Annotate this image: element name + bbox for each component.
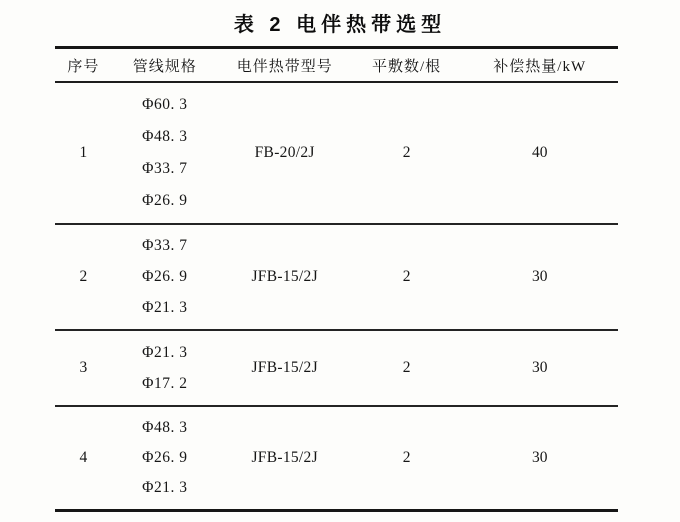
table-row <box>55 225 618 331</box>
heat-tracing-selection-table <box>55 46 618 512</box>
cell-specs <box>112 331 218 405</box>
cell-no: 4 <box>79 449 88 466</box>
cell-count: 2 <box>402 144 411 161</box>
spec-line: Φ21. 3 <box>142 343 188 361</box>
cell-count: 2 <box>402 359 411 376</box>
spec-line: Φ60. 3 <box>142 96 188 113</box>
column-header-model: 电伴热带型号 <box>236 58 333 75</box>
table-header-row <box>55 49 618 83</box>
spec-line: Φ17. 2 <box>142 374 188 392</box>
column-header-heat: 补偿热量/kW <box>493 58 587 75</box>
cell-count: 2 <box>402 449 411 466</box>
spec-line: Φ48. 3 <box>142 419 188 436</box>
cell-specs <box>112 83 218 223</box>
cell-specs <box>112 407 218 509</box>
column-header-spec: 管线规格 <box>132 58 197 75</box>
cell-count: 2 <box>402 268 411 285</box>
spec-line: Φ21. 3 <box>142 479 188 496</box>
spec-line: Φ21. 3 <box>142 298 188 316</box>
spec-line: Φ26. 9 <box>142 449 188 466</box>
table-row <box>55 83 618 225</box>
table-row <box>55 331 618 407</box>
cell-heat: 40 <box>531 144 548 161</box>
cell-no: 3 <box>79 359 88 376</box>
table-title: 表 2 电伴热带选型 <box>233 14 447 36</box>
column-header-count: 平敷数/根 <box>371 58 442 75</box>
cell-model: JFB-15/2J <box>251 449 318 466</box>
table-row <box>55 407 618 509</box>
spec-line: Φ26. 9 <box>142 267 188 285</box>
cell-heat: 30 <box>531 449 548 466</box>
spec-line: Φ33. 7 <box>142 160 188 177</box>
spec-line: Φ26. 9 <box>142 192 188 209</box>
cell-no: 1 <box>79 144 88 161</box>
cell-specs <box>112 225 218 329</box>
spec-line: Φ48. 3 <box>142 128 188 145</box>
cell-model: JFB-15/2J <box>251 268 318 285</box>
cell-heat: 30 <box>531 268 548 285</box>
column-header-no: 序号 <box>67 58 100 75</box>
spec-line: Φ33. 7 <box>142 237 188 255</box>
cell-no: 2 <box>79 268 88 285</box>
cell-model: JFB-15/2J <box>251 359 318 376</box>
cell-heat: 30 <box>531 359 548 376</box>
cell-model: FB-20/2J <box>254 144 315 161</box>
